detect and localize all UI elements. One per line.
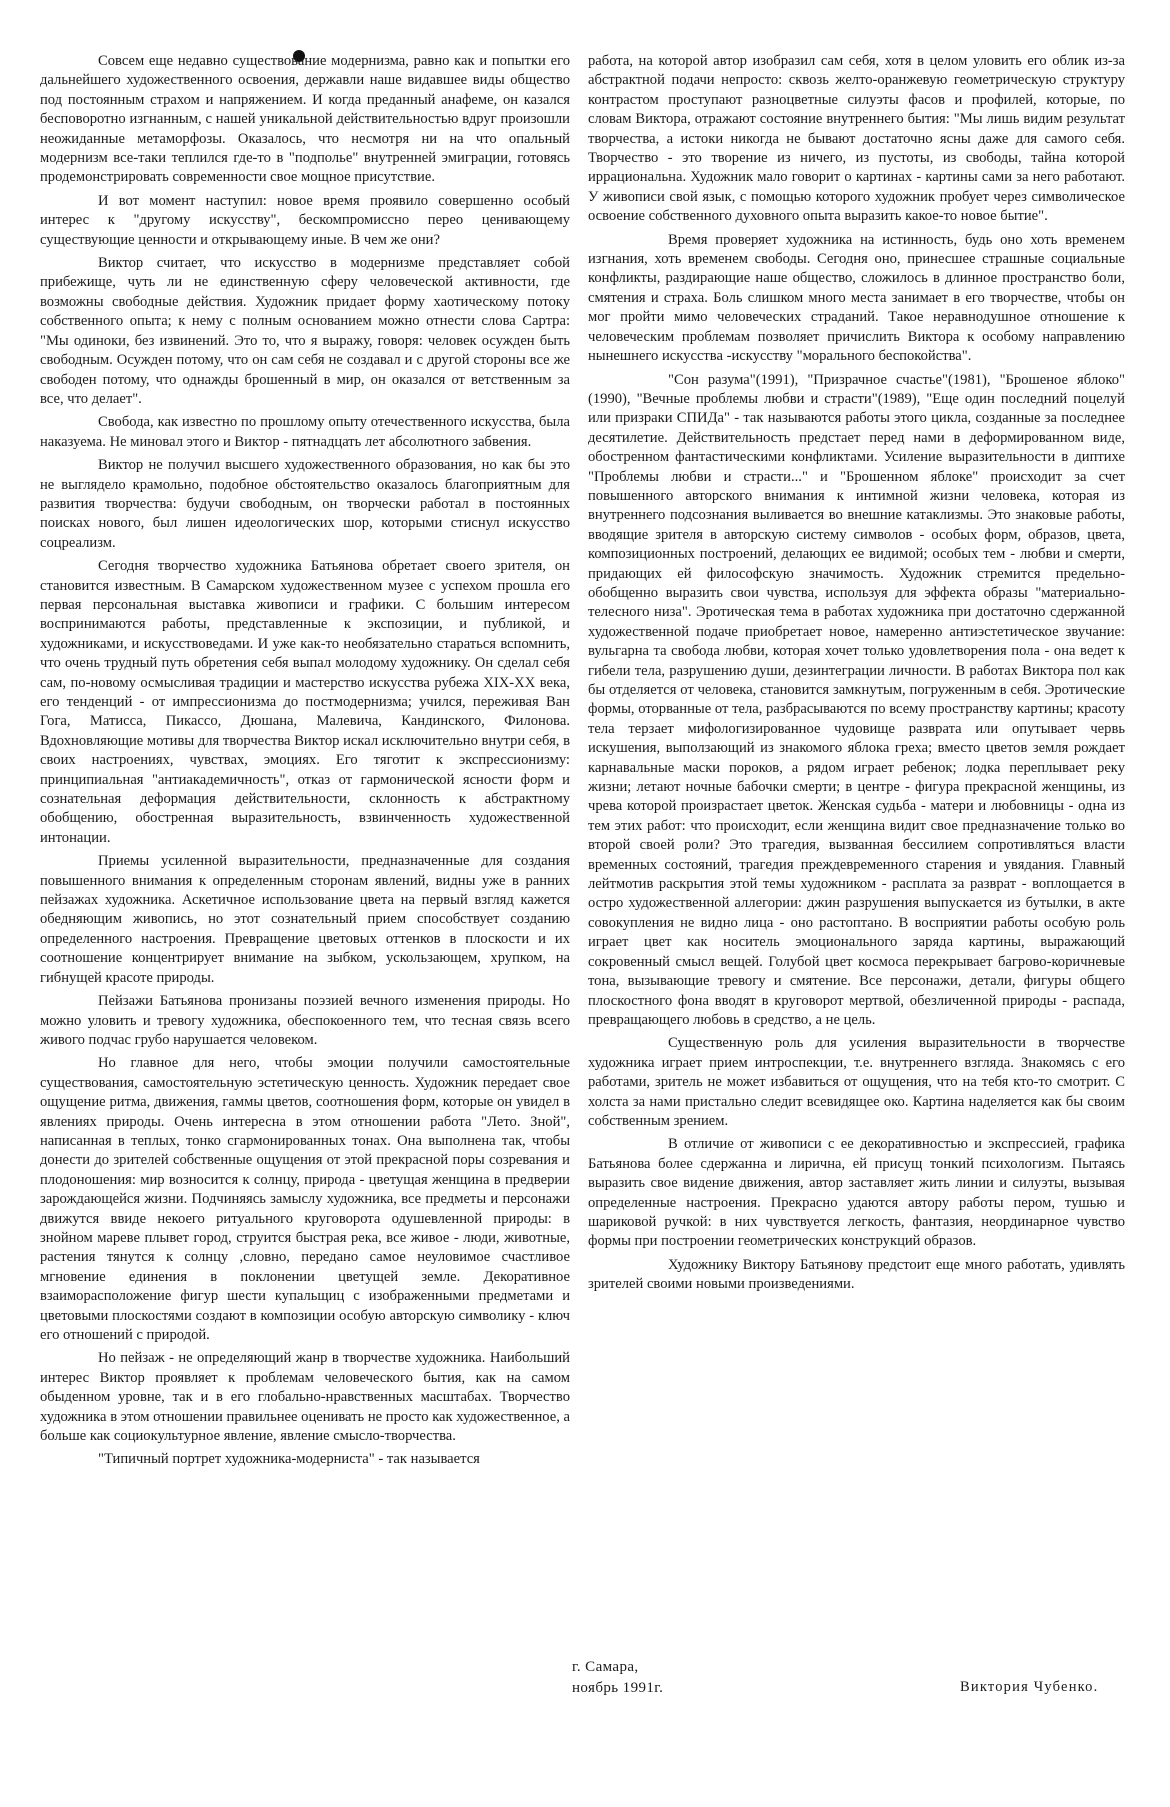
paragraph: Пейзажи Батьянова пронизаны поэзией вечного изменения природы. Но можно уловить и тревогу художника, обеспокоенного тем, что тесная связь всего живого подчас грубо нарушается человеком.	[40, 993, 570, 1048]
paragraph: Но главное для него, чтобы эмоции получили самостоятельные существования, самостоятельную эстетическую ценность. Художник передает свое ощущение ритма, движения, гаммы цветов, соотношения форм, которые он увидел в явлениях природы. Очень интересна в этом отношении работа "Лето. Зной", написанная в теплых, тонко сгармонированных тонах. Она выполнена так, чтобы донести до зрителей собственные ощущения от этой прекрасной поры созревания и плодоношения: мир возносится к солнцу, природа - цветущая женщина в предверии зарождающейся жизни. Подчиняясь замыслу художника, все предметы и персонажи движутся ввиде некоего ритуального круговорота одушевленной природы: в знойном мареве плывет город, струится быстрая река, все живое - люди, животные, растения тянутся к солнцу ,словно, передано самое неуловимое счастливое мгновение единения в поклонении цветущей земле. Декоративное взаиморасположение фигур шести купальщиц с изображенными предметами и цветовыми плоскостями создают в композиции особую авторскую символику - ключ его отношений с природой.	[40, 1055, 570, 1343]
left-column	[40, 52, 570, 1474]
paragraph: Совсем еще недавно существование модернизма, равно как и попытки его дальнейшего художественного освоения, державли наше видавшее виды общество под постоянным страхом и напряжением. И когда преданный анафеме, он казался бесповоротно изгнанным, с нашей уникальной действительностью вдруг произошли неожиданные метаморфозы. Оказалось, что несмотря ни на что опальный модернизм все-таки теплился где-то в "подполье" внутренней эмиграции, готовясь продемонстрировать современности свое мощное присутствие.	[40, 53, 570, 186]
paragraph: Художнику Виктору Батьянову предстоит еще много работать, удивлять зрителей своими новыми произведениями.	[588, 1256, 1125, 1293]
author-signature: Виктория Чубенко.	[960, 1679, 1099, 1695]
city-line: г. Самара,	[572, 1659, 639, 1675]
date-line: ноябрь 1991г.	[572, 1680, 664, 1696]
paragraph: Но пейзаж - не определяющий жанр в творчестве художника. Наибольший интерес Виктор проявляет к проблемам человеческого бытия, как на самом обыденном уровне, так и в его глобально-нравственных масштабах. Творчество художника в этом отношении правильнее оценивать не просто как художественное, а больше как социокультурное явление, явление смысло-творчества.	[40, 1350, 570, 1445]
paragraph: В отличие от живописи с ее декоративностью и экспрессией, графика Батьянова более сдержанна и лирична, ей присущ тонкий психологизм. Пытаясь выразить свое видение движения, автор заставляет жить линии и силуэты, вызывая определенные настроения. Прекрасно удаются автору работы пером, тушью и шариковой ручкой: в них чувствуется легкость, фантазия, неординарное чувство формы при построении геометрических конструкций образов.	[588, 1136, 1125, 1250]
paragraph: И вот момент наступил: новое время проявило совершенно особый интерес к "другому искусству", бескомпромиссно перео ценивающему существующие ценности и открывающему иные. В чем же они?	[40, 192, 570, 248]
paragraph: Приемы усиленной выразительности, предназначенные для создания повышенного внимания к определенным сторонам явлений, видны уже в ранних пейзажах художника. Аскетичное использование цвета на первый взгляд кажется обедняющим живопись, но этот сознательный прием способствует созданию определенного настроения. Превращение цветовых оттенков в плоскости и их соотношение концентрирует внимание на зыбком, ускользающем, хрупком, на гибнущей красоте природы.	[40, 853, 570, 986]
place-and-date	[572, 1657, 663, 1699]
paragraph: "Сон разума"(1991), "Призрачное счастье"(1981), "Брошеное яблоко"(1990), "Вечные проблемы любви и страсти"(1989), "Еще один последний поцелуй или призраки СПИДа" - так называются работы этого цикла, созданные за последнее десятилетие. Действительность предстает перед нами в деформированном виде, обостренном фантастическими конфликтами. Усиление выразительности в диптихе "Проблемы любви и страсти..." и "Брошенном яблоке" происходит за счет повышенного авторского внимания к интимной жизни человека, которая из внутреннего подсознания выливается во внешние катаклизмы. Это знаковые работы, вводящие зрителя в авторскую систему символов - особых форм, образов, цвета, композиционных построений, делающих ее видимой; особых тем - любви и смерти, придающих ей философскую значимость. Художник стремится предельно-обобщенно выразить свои чувства, используя для эффекта образы "материально-телесного низа". Эротическая тема в работах художника при достаточно сдержанной художественной подаче приобретает новое, намеренно антиэстетическое звучание: вульгарна та свобода любви, которая хочет только удовлетворения пола - она ведет к гибели тела, разрушению души, дезинтеграции личности. В работах Виктора пол как бы отделяется от человека, становится замкнутым, погруженным в себя. Эротические формы, оторванные от тела, разбрасываются по всему пространству картины; красоту тела терзает мифологизированное чудовище разврата или опутывает червь искушения, выползающий из знакомого яблока греха; вместо цветов земля рождает карнавальные маски пороков, а рядом играет ребенок; лодка переплывает реку жизни; летают ночные бабочки смерти; в центре - фигура прекрасной женщины, из чрева которой произрастает цветок. Женская судьба - матери и любовницы - одна из тем этих работ: что происходит, если женщина видит свое предназначение только во второй своей роли? Это трагедия, вызванная бессилием сопротивляться власти временных состояний, трагедия преждевременного старения и увядания. Главный лейтмотив раскрытия этой темы художником - расплата за разврат - воплощается в остро художественной аллегории: джин разрушения выпускается из бутылки, в акте совокупления не видно лица - оно растоптано. В восприятии работы особую роль играет цвет как носитель эмоционального заряда картины, выражающий сокровенный смысл вещей. Голубой цвет космоса перекрывает багрово-коричневые тона, вызывающие тревогу и смятение. Все персонажи, детали, фигуры общего плоскостного фона вводят в круговорот мертвой, обезличенной природы - распада, превращающего любовь в средство, а не цель.	[588, 371, 1125, 1028]
paragraph: Существенную роль для усиления выразительности в творчестве художника играет прием интроспекции, т.е. внутреннего взгляда. Знакомясь с его работами, зритель не может избавиться от ощущения, что на тебя кто-то смотрит. С холста за нами пристально следит всевидящее око. Картина наделяется как бы своим собственным зрением.	[588, 1035, 1125, 1129]
paragraph: Сегодня творчество художника Батьянова обретает своего зрителя, он становится известным. В Самарском художественном музее с успехом прошла его первая персональная выставка живописи и графики. С большим интересом воспринимаются работы, представленные к экспозиции, и публикой, и художниками, и искусствоведами. И уже как-то необязательно стараться вспомнить, что очень трудный путь обретения себя выпал молодому художнику. Он сделал себя сам, по-новому осмысливая традиции и мастерство искусства рубежа XIX-XX века, его тенденций - от импрессионизма до постмодернизма; учился, переживая Ван Гога, Матисса, Пикассо, Дюшана, Малевича, Кандинского, Филонова. Вдохновляющие мотивы для творчества Виктор искал исключительно внутри себя, в своих настроениях, чувствах, эмоциях. Его тяготит к экспрессионизму: принципиальная "антиакадемичность", отказ от гармонической ясности форм и сознательная деформация действительности, склонность к абстрактному обобщению, обостренная выразительность, взвинченность художественной интонации.	[40, 558, 570, 846]
paragraph: "Типичный портрет художника-модерниста" - так называется	[98, 1451, 480, 1468]
paragraph: работа, на которой автор изобразил сам себя, хотя в целом уловить его облик из-за абстрактной подачи непросто: сквозь желто-оранжевую геометрическую структуру контрастом проступают разноцветные силуэты фасов и профилей, которые, по словам Виктора, отражают состояние внутреннего бытия: "Мы лишь видим результат творчества, а истоки никогда не бывают достаточно ясны даже для самого себя. Творчество - это творение из ничего, из пустоты, из свободы, тайна которой иррациональна. Художник мало говорит о картинах - картины сами за него работают. У живописи свой язык, с помощью которого художник пробует через символическое освоение собственного духовного опыта выразить какое-то новое бытие".	[588, 53, 1125, 225]
right-column	[588, 52, 1125, 1299]
paragraph: Время проверяет художника на истинность, будь оно хоть временем изгнания, хоть временем свободы. Сегодня оно, принесшее страшные социальные конфликты, раздирающие наше общество, сложилось в длинное пространство боли, смятения и страха. Боль слишком много места занимает в его творчестве, чтобы он мог пройти мимо человеческих страданий. Такое неравнодушное отношение к человеческим проблемам позволяет причислить Виктора к особому направлению нынешнего искусства -искусству "морального беспокойства".	[588, 231, 1125, 365]
paragraph: Виктор считает, что искусство в модернизме представляет собой прибежище, чуть ли не единственную сферу человеческой активности, где возможны свободные действия. Художник придает форму хаотическому потоку собственного опыта; к нему с полным основанием можно отнести слова Сартра: "Мы одиноки, без извинений. Это то, что я выражу, говоря: человек осужден быть свободным. Осужден потому, что он сам себя не создавал и с другой стороны все же свободен потому, что однажды брошенный в мир, он оказался от ветственным за все, что делает".	[40, 255, 570, 407]
paragraph: Виктор не получил высшего художественного образования, но как бы это не выглядело крамольно, подобное обстоятельство оказалось благоприятным для развития творчества: будучи свободным, он творчески работал в постоянных поисках нового, был лишен идеологических шор, которыми стиснул искусство соцреализм.	[40, 457, 570, 551]
paragraph: Свобода, как известно по прошлому опыту отечественного искусства, была наказуема. Не миновал этого и Виктор - пятнадцать лет абсолютного забвения.	[40, 414, 570, 450]
